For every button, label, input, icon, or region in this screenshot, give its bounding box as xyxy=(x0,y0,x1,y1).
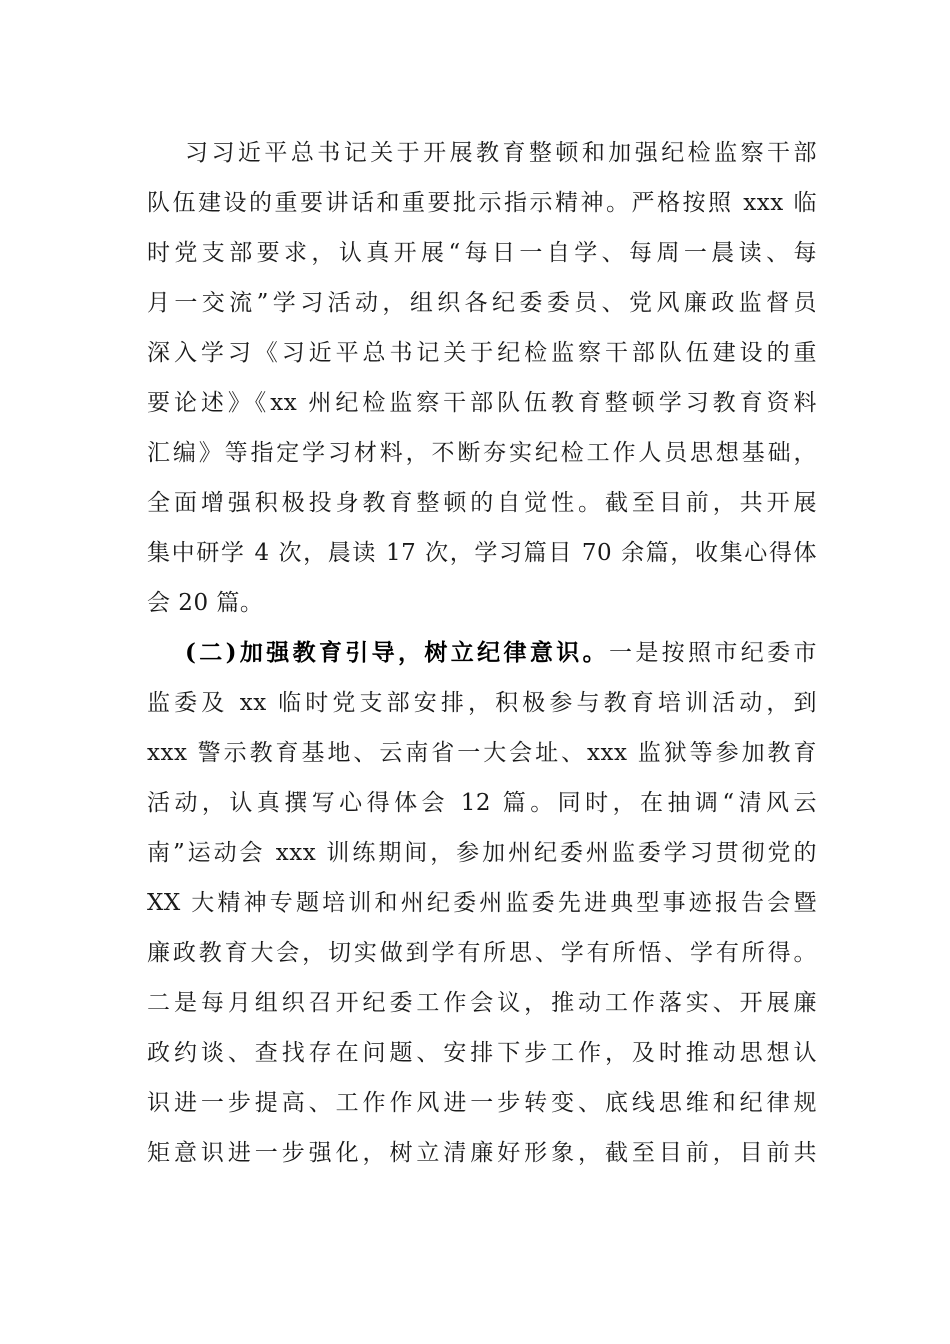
heading-line-continuation: 一是按照市纪委市 xyxy=(608,640,818,666)
text-line: 会 20 篇。 xyxy=(147,590,264,616)
paragraph-education-guidance xyxy=(147,628,817,1178)
text-line: 习习近平总书记关于开展教育整顿和加强纪检监察干部 xyxy=(185,140,817,166)
text-line: 时党支部要求，认真开展“每日一自学、每周一晨读、每 xyxy=(147,240,817,266)
text-line: 队伍建设的重要讲话和重要批示指示精神。严格按照 xxx 临 xyxy=(147,190,817,216)
text-line: 月一交流”学习活动，组织各纪委委员、党风廉政监督员 xyxy=(147,290,817,316)
text-line: 矩意识进一步强化，树立清廉好形象，截至目前，目前共 xyxy=(147,1140,817,1166)
section-heading: (二)加强教育引导，树立纪律意识。 xyxy=(185,639,609,666)
text-line: 南”运动会 xxx 训练期间，参加州纪委州监委学习贯彻党的 xyxy=(147,840,817,866)
text-line: xxx 警示教育基地、云南省一大会址、xxx 监狱等参加教育 xyxy=(147,740,817,766)
text-line: 活动，认真撰写心得体会 12 篇。同时，在抽调“清风云 xyxy=(147,790,817,816)
text-line: XX 大精神专题培训和州纪委州监委先进典型事迹报告会暨 xyxy=(147,890,817,916)
paragraph-study-activities xyxy=(147,128,817,628)
text-line: 要论述》《xx 州纪检监察干部队伍教育整顿学习教育资料 xyxy=(147,390,817,416)
text-line: 廉政教育大会，切实做到学有所思、学有所悟、学有所得。 xyxy=(147,940,817,966)
text-line: 全面增强积极投身教育整顿的自觉性。截至目前，共开展 xyxy=(147,490,817,516)
text-line: 识进一步提高、工作作风进一步转变、底线思维和纪律规 xyxy=(147,1090,817,1116)
text-line: 政约谈、查找存在问题、安排下步工作，及时推动思想认 xyxy=(147,1040,817,1066)
text-line: 集中研学 4 次，晨读 17 次，学习篇目 70 余篇，收集心得体 xyxy=(147,540,817,566)
text-line: 监委及 xx 临时党支部安排，积极参与教育培训活动，到 xyxy=(147,690,817,716)
section-heading-line xyxy=(147,628,817,678)
text-line: 汇编》等指定学习材料，不断夯实纪检工作人员思想基础， xyxy=(147,440,817,466)
text-line: 二是每月组织召开纪委工作会议，推动工作落实、开展廉 xyxy=(147,990,817,1016)
text-line: 深入学习《习近平总书记关于纪检监察干部队伍建设的重 xyxy=(147,340,817,366)
